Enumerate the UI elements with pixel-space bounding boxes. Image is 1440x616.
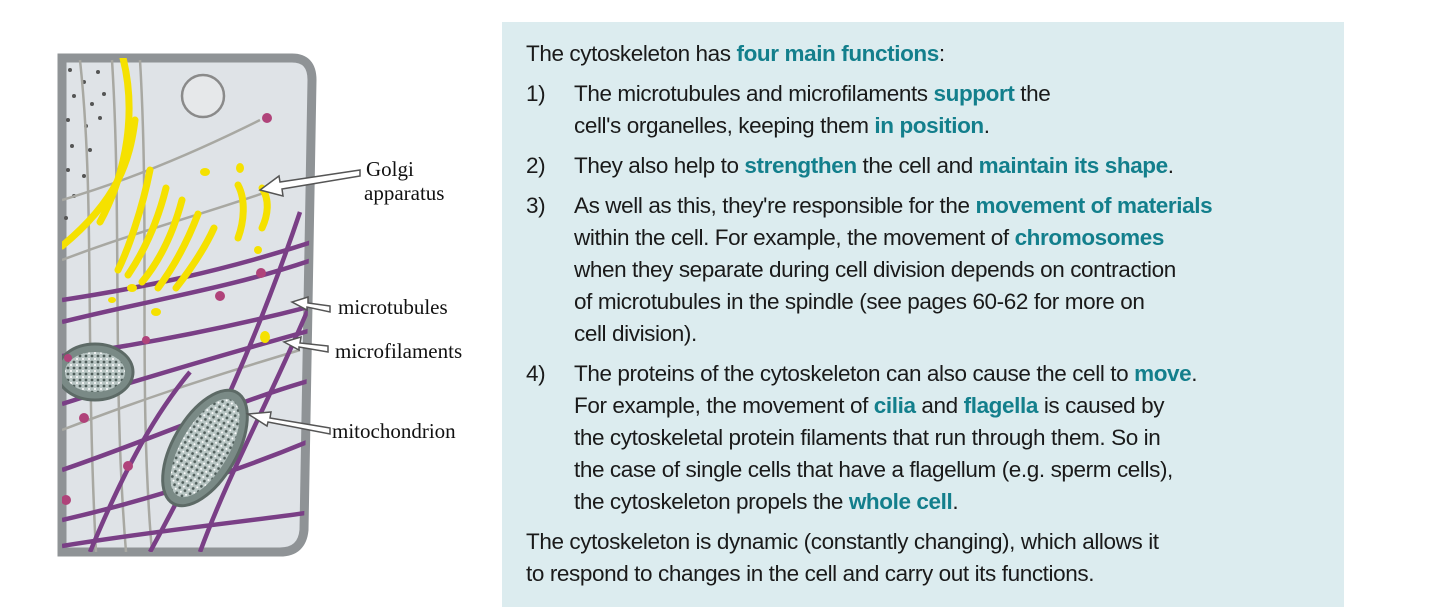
callout-microtubules: microtubules xyxy=(338,295,448,319)
function-item-3 xyxy=(526,190,1324,350)
highlight-span: move xyxy=(1134,361,1192,386)
item-number: 4) xyxy=(526,361,546,386)
highlight-span: in position xyxy=(874,113,984,138)
callout-golgi-line1: Golgi xyxy=(366,157,414,181)
text-span: is caused by xyxy=(1037,393,1165,418)
callout-golgi-line2: apparatus xyxy=(364,181,445,205)
function-item-4 xyxy=(526,358,1324,518)
text-span: The proteins of the cytoskeleton can also cause the cell to xyxy=(574,361,1135,386)
callout-microfilaments: microfilaments xyxy=(335,339,463,363)
intro-highlight: four main functions xyxy=(736,41,939,66)
text-span: the cell and xyxy=(856,153,979,178)
intro-colon: : xyxy=(938,41,945,66)
mitochondrion-left xyxy=(57,344,133,400)
item-number: 2) xyxy=(526,153,546,178)
text-span: . xyxy=(1191,361,1198,386)
text-span: to respond to changes in the cell and carry out its functions. xyxy=(526,561,1095,586)
text-span: They also help to xyxy=(574,153,745,178)
callout-mitochondrion: mitochondrion xyxy=(332,419,456,443)
function-item-1 xyxy=(526,78,1324,142)
intro-text: The cytoskeleton has xyxy=(526,41,737,66)
text-span: and xyxy=(915,393,964,418)
item-number: 1) xyxy=(526,81,546,106)
item-body xyxy=(574,150,1324,182)
text-span: . xyxy=(983,113,990,138)
text-span: . xyxy=(952,489,959,514)
text-span: within the cell. For example, the movement of xyxy=(574,225,1015,250)
text-span: The cytoskeleton is dynamic (constantly changing), which allows it xyxy=(526,529,1159,554)
function-item-2 xyxy=(526,150,1324,182)
highlight-span: support xyxy=(933,81,1015,106)
text-span: the cytoskeleton propels the xyxy=(574,489,849,514)
text-span: the case of single cells that have a flagellum (e.g. sperm cells), xyxy=(574,457,1173,482)
outro-paragraph xyxy=(526,526,1324,590)
highlight-span: maintain its shape xyxy=(978,153,1168,178)
highlight-span: movement of materials xyxy=(975,193,1213,218)
highlight-span: cilia xyxy=(873,393,916,418)
text-span: As well as this, they're responsible for the xyxy=(574,193,976,218)
text-span: cell's organelles, keeping them xyxy=(574,113,875,138)
item-body xyxy=(574,78,1324,142)
item-body xyxy=(574,358,1324,518)
item-body xyxy=(574,190,1324,350)
text-span: For example, the movement of xyxy=(574,393,874,418)
highlight-span: chromosomes xyxy=(1014,225,1164,250)
text-span: the cytoskeletal protein filaments that run through them. So in xyxy=(574,425,1161,450)
highlight-span: whole cell xyxy=(848,489,953,514)
vesicle xyxy=(182,75,224,117)
text-span: The microtubules and microfilaments xyxy=(574,81,934,106)
highlight-span: flagella xyxy=(963,393,1038,418)
text-span: the xyxy=(1014,81,1051,106)
text-span: when they separate during cell division depends on contraction xyxy=(574,257,1176,282)
item-number: 3) xyxy=(526,193,546,218)
highlight-span: strengthen xyxy=(744,153,857,178)
text-span: of microtubules in the spindle (see pages 60-62 for more on xyxy=(574,289,1145,314)
functions-text-panel xyxy=(502,22,1344,607)
text-span: cell division). xyxy=(574,321,697,346)
text-span: . xyxy=(1167,153,1174,178)
intro-line xyxy=(526,38,1324,70)
